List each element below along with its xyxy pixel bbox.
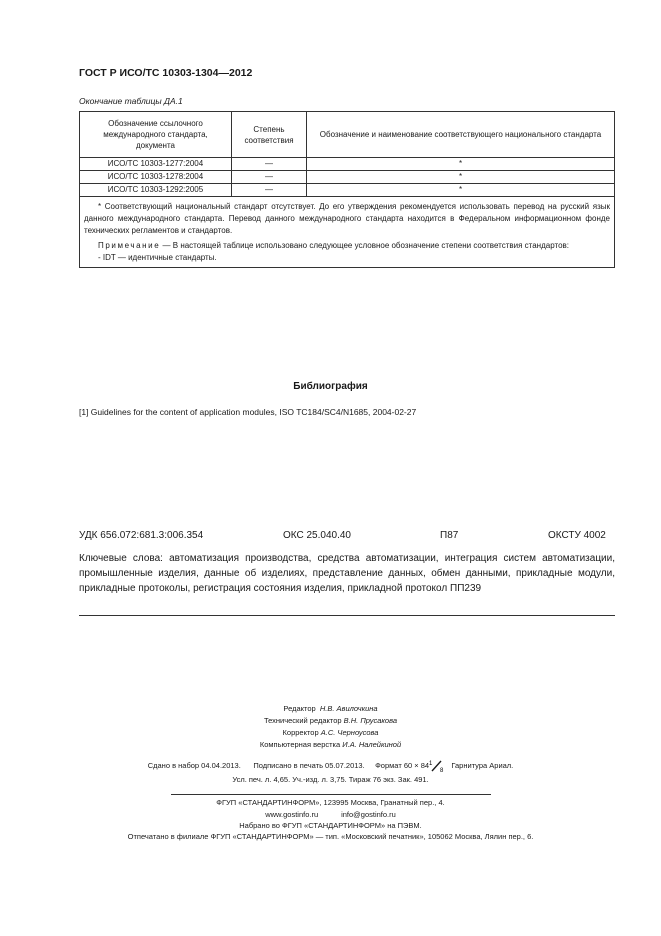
note-label: Примечание <box>98 241 161 250</box>
imprint-divider <box>171 794 491 795</box>
reference-table <box>79 111 615 268</box>
cell-degree: — <box>232 158 307 171</box>
corrector-name: А.С. Черноусова <box>320 728 379 737</box>
bibliography-item: [1] Guidelines for the content of application modules, ISO TC184/SC4/N1685, 2004-02-27 <box>79 407 417 417</box>
imprint-editor <box>0 703 661 715</box>
corrector-label: Корректор <box>282 728 319 737</box>
editor-name: Н.В. Авилочкина <box>319 704 378 713</box>
print-sign-date: Подписано в печать 05.07.2013. <box>253 761 365 770</box>
print-format: Формат 60 × 84 <box>375 761 430 770</box>
cell-doc: ИСО/ТС 10303-1277:2004 <box>80 158 232 171</box>
document-header-code: ГОСТ Р ИСО/ТС 10303-1304—2012 <box>79 67 253 79</box>
cell-national: * <box>307 184 615 197</box>
keywords: Ключевые слова: автоматизация производства, средства автоматизации, интеграция систем автоматизации, промышленные изделия, данные об изделиях, представление данных, обмен данными, прикладные модули, прикладные протоколы, регистрация состояния изделия, прикладной протокол ПП239 <box>79 553 615 594</box>
bibliography-title: Библиография <box>293 381 368 392</box>
imprint-volume-line: Усл. печ. л. 4,65. Уч.-изд. л. 3,75. Тираж 76 экз. Зак. 491. <box>232 775 429 784</box>
column-header-national: Обозначение и наименование соответствующего национального стандарта <box>307 112 615 158</box>
publisher-line: ФГУП «СТАНДАРТИНФОРМ», 123995 Москва, Гранатный пер., 4. <box>216 798 445 807</box>
divider <box>79 615 615 616</box>
table-notes-cell <box>80 197 615 268</box>
cell-national: * <box>307 158 615 171</box>
note-item: - IDT — идентичные стандарты. <box>98 253 217 262</box>
print-set-date: Сдано в набор 04.04.2013. <box>147 761 241 770</box>
publisher-email: info@gostinfo.ru <box>341 810 396 819</box>
table-row <box>80 171 615 184</box>
okstu-code: ОКСТУ 4002 <box>548 530 606 541</box>
cell-degree: — <box>232 171 307 184</box>
cell-national: * <box>307 171 615 184</box>
typeset-line: Набрано во ФГУП «СТАНДАРТИНФОРМ» на ПЭВМ. <box>239 821 422 830</box>
tech-editor-name: В.Н. Прусакова <box>343 716 398 725</box>
print-typeface: Гарнитура Ариал. <box>451 761 514 770</box>
fraction-denominator: 8 <box>440 768 444 773</box>
p-code: П87 <box>440 530 459 541</box>
imprint-corrector <box>0 727 661 739</box>
cell-degree: — <box>232 184 307 197</box>
table-row <box>80 158 615 171</box>
layout-label: Компьютерная верстка <box>259 740 341 749</box>
imprint-layout <box>0 739 661 751</box>
column-header-degree: Степень соответствия <box>232 112 307 158</box>
fraction-slash-icon <box>429 760 445 772</box>
table-caption: Окончание таблицы ДА.1 <box>79 96 183 106</box>
imprint-tech-editor <box>0 715 661 727</box>
table-footnote: * Соответствующий национальный стандарт отсутствует. До его утверждения рекомендуется использовать перевод на русский язык данного международного стандарта. Перевод данного международного стандарта находится в Федеральном информационном фонде технических регламентов и стандартов. <box>84 202 610 235</box>
udk-code: УДК 656.072:681.3:006.354 <box>79 530 204 541</box>
printed-line: Отпечатано в филиале ФГУП «СТАНДАРТИНФОРМ» — тип. «Московский печатник», 105062 Москва, Лялин пер., 6. <box>127 832 534 841</box>
layout-name: И.А. Налейкиной <box>342 740 402 749</box>
format-fraction <box>429 760 445 772</box>
editor-label: Редактор <box>283 704 316 713</box>
oks-code: ОКС 25.040.40 <box>283 530 351 541</box>
table-header-row <box>80 112 615 158</box>
note-text: — В настоящей таблице использовано следующее условное обозначение степени соответствия стандартов: <box>160 241 569 250</box>
publisher-website: www.gostinfo.ru <box>265 810 319 819</box>
table-notes-row <box>80 197 615 268</box>
table-row <box>80 184 615 197</box>
imprint-print-line <box>0 760 661 772</box>
cell-doc: ИСО/ТС 10303-1278:2004 <box>80 171 232 184</box>
tech-editor-label: Технический редактор <box>263 716 342 725</box>
column-header-reference: Обозначение ссылочного международного стандарта, документа <box>80 112 232 158</box>
fraction-numerator: 1 <box>429 761 433 768</box>
table-note <box>84 240 610 252</box>
cell-doc: ИСО/ТС 10303-1292:2005 <box>80 184 232 197</box>
